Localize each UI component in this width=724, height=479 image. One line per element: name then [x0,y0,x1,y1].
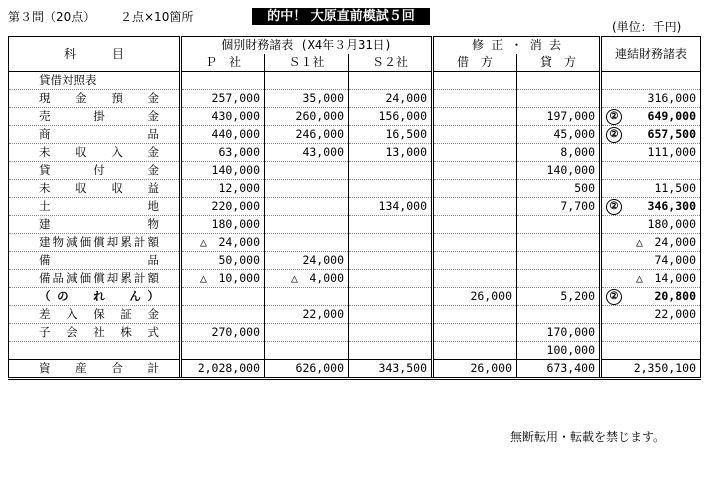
debit-cell [433,126,517,144]
credit-cell: 7,700 [517,198,601,216]
account-name: 備品 [9,252,181,270]
total-label: 資産合計 [9,360,181,379]
debit-cell [433,252,517,270]
credit-cell [517,216,601,234]
s2-company-cell: 24,000 [349,90,433,108]
s2-company-cell: 16,500 [349,126,433,144]
debit-cell [433,306,517,324]
s2-company-cell [349,288,433,306]
s2-company-cell [349,162,433,180]
s1-company-cell [265,324,349,342]
p-company-cell: 270,000 [181,324,265,342]
p-company-header: Ｐ 社 [181,54,265,72]
p-company-cell [181,288,265,306]
table-row [9,198,701,216]
debit-cell [433,144,517,162]
exam-badge: 的中！ 大原直前模試５回 [252,8,430,25]
s1-company-cell [265,216,349,234]
s2-company-cell [349,234,433,252]
consolidated-value: 22,000 [654,307,696,321]
s1-company-cell [265,180,349,198]
credit-cell: 45,000 [517,126,601,144]
p-company-cell: △ 10,000 [181,270,265,288]
s1-company-cell [265,288,349,306]
p-company-cell [181,306,265,324]
consolidated-value: 11,500 [654,181,696,195]
score-mark: ② [606,127,622,143]
table-row [9,252,701,270]
score-mark: ② [606,199,622,215]
consolidated-cell [601,198,701,216]
table-row [9,144,701,162]
s1-company-cell [265,234,349,252]
consolidated-value: 649,000 [647,109,696,123]
total-row [9,360,701,379]
unit-label: (単位：千円) [612,20,682,34]
account-name: 差入保証金 [9,306,181,324]
score-mark: ② [606,109,622,125]
table-row [9,216,701,234]
credit-cell: 8,000 [517,144,601,162]
credit-cell [517,90,601,108]
consolidated-value: 111,000 [647,145,696,159]
account-name: 備品減価償却累計額 [9,270,181,288]
s2-company-cell: 156,000 [349,108,433,126]
table-row [9,234,701,252]
p-company-cell: 63,000 [181,144,265,162]
debit-cell [433,180,517,198]
table-row [9,90,701,108]
account-name [9,342,181,360]
consolidated-cell [601,288,701,306]
total-debit-cell: 26,000 [433,360,517,379]
s2-company-header: Ｓ２社 [349,54,433,72]
account-name: 未収入金 [9,144,181,162]
credit-cell [517,270,601,288]
consolidated-cell [601,270,701,288]
total-s2-company-cell: 343,500 [349,360,433,379]
credit-cell: 5,200 [517,288,601,306]
s1-company-cell: 35,000 [265,90,349,108]
consolidation-worksheet [8,36,701,380]
table-row [9,342,701,360]
credit-cell [517,252,601,270]
credit-cell: 140,000 [517,162,601,180]
score-mark: ② [606,289,622,305]
credit-cell: 197,000 [517,108,601,126]
credit-header: 貸 方 [517,54,601,72]
consolidated-cell [601,126,701,144]
account-name: 建物 [9,216,181,234]
p-company-cell: 430,000 [181,108,265,126]
consolidated-cell [601,108,701,126]
consolidated-cell [601,306,701,324]
s2-company-cell [349,72,433,90]
debit-cell: 26,000 [433,288,517,306]
s1-company-cell: 260,000 [265,108,349,126]
consolidated-value: 346,300 [647,199,696,213]
account-name: 貸付金 [9,162,181,180]
debit-cell [433,162,517,180]
consolidated-value: 180,000 [647,217,696,231]
account-name: 売掛金 [9,108,181,126]
p-company-cell [181,72,265,90]
consolidated-value: 74,000 [654,253,696,267]
account-name: 土地 [9,198,181,216]
credit-cell: 170,000 [517,324,601,342]
consolidated-value: 316,000 [647,91,696,105]
p-company-cell: 50,000 [181,252,265,270]
table-row [9,162,701,180]
p-company-cell: 140,000 [181,162,265,180]
account-name: 現金預金 [9,90,181,108]
consolidated-cell [601,234,701,252]
table-row [9,72,701,90]
table-row [9,126,701,144]
account-name: 子会社株式 [9,324,181,342]
p-company-cell: 12,000 [181,180,265,198]
credit-cell [517,72,601,90]
account-name: 建物減価償却累計額 [9,234,181,252]
p-company-cell: 257,000 [181,90,265,108]
consolidated-cell [601,216,701,234]
credit-cell [517,306,601,324]
s1-company-cell [265,198,349,216]
consolidated-cell [601,252,701,270]
debit-cell [433,216,517,234]
s1-company-cell: △ 4,000 [265,270,349,288]
debit-cell [433,108,517,126]
total-credit-cell: 673,400 [517,360,601,379]
points-note: ２点×10箇所 [120,10,194,24]
consolidated-value: △ 24,000 [636,235,696,249]
s2-company-cell [349,324,433,342]
consolidated-header: 連結財務諸表 [601,37,701,72]
consolidated-cell [601,144,701,162]
table-row [9,270,701,288]
debit-cell [433,72,517,90]
table-row [9,108,701,126]
consolidated-cell [601,90,701,108]
p-company-cell: △ 24,000 [181,234,265,252]
debit-cell [433,234,517,252]
credit-cell [517,234,601,252]
s2-company-cell [349,306,433,324]
s1-company-cell: 43,000 [265,144,349,162]
consolidated-cell [601,342,701,360]
account-header: 科 目 [9,37,181,72]
account-name: 未収収益 [9,180,181,198]
table-row [9,306,701,324]
s2-company-cell: 13,000 [349,144,433,162]
consolidated-value: 657,500 [647,127,696,141]
consolidated-value: △ 14,000 [636,271,696,285]
s1-company-cell: 246,000 [265,126,349,144]
s1-company-cell [265,342,349,360]
p-company-cell: 220,000 [181,198,265,216]
s1-company-cell: 22,000 [265,306,349,324]
s1-company-cell [265,72,349,90]
s1-company-cell [265,162,349,180]
debit-cell [433,90,517,108]
p-company-cell: 440,000 [181,126,265,144]
table-row [9,180,701,198]
s2-company-cell [349,216,433,234]
credit-cell: 100,000 [517,342,601,360]
s2-company-cell: 134,000 [349,198,433,216]
debit-cell [433,324,517,342]
account-name: （の れ ん） [9,288,181,306]
s2-company-cell [349,342,433,360]
total-p-company-cell: 2,028,000 [181,360,265,379]
p-company-cell [181,342,265,360]
p-company-cell: 180,000 [181,216,265,234]
consolidated-cell [601,180,701,198]
credit-cell: 500 [517,180,601,198]
adjust-header: 修 正 ・ 消 去 [433,37,601,55]
debit-cell [433,270,517,288]
debit-cell [433,198,517,216]
consolidated-cell [601,162,701,180]
copyright-notice: 無断転用・転載を禁じます。 [510,430,666,444]
table-row [9,324,701,342]
s2-company-cell [349,252,433,270]
account-name: 貸借対照表 [9,72,181,90]
s2-company-cell [349,270,433,288]
s1-company-cell: 24,000 [265,252,349,270]
total-consolidated-cell: 2,350,100 [601,360,701,379]
debit-cell [433,342,517,360]
table-row [9,288,701,306]
account-name: 商品 [9,126,181,144]
consolidated-cell [601,324,701,342]
consolidated-cell [601,72,701,90]
s1-company-header: Ｓ１社 [265,54,349,72]
debit-header: 借 方 [433,54,517,72]
individual-header: 個別財務諸表 (X4年３月31日) [181,37,433,55]
total-s1-company-cell: 626,000 [265,360,349,379]
question-number: 第３問（20点） [8,10,96,24]
consolidated-value: 20,800 [654,289,696,303]
s2-company-cell [349,180,433,198]
